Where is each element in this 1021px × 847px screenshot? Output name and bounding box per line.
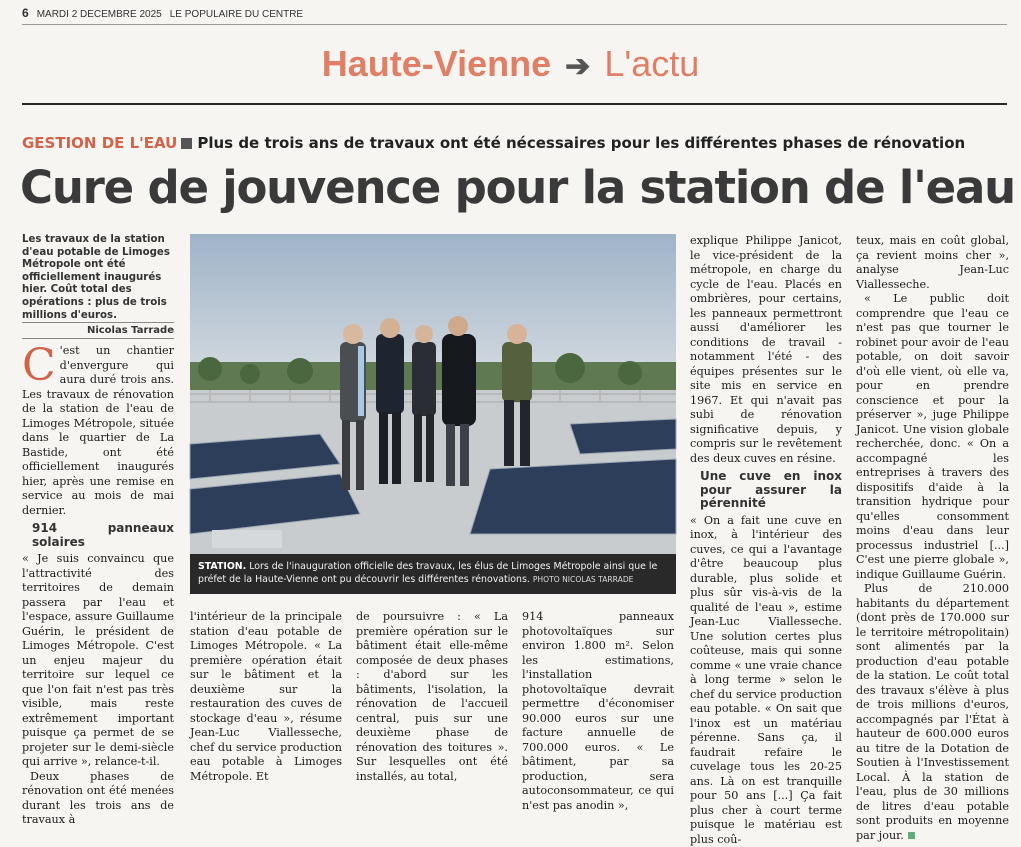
article-headline: Cure de jouvence pour la station de l'eau: [20, 157, 1015, 219]
body-paragraph: Plus de 210.000 habitants du département (dont près de 170.000 sur le territoire métropolitain) sont alimentés par la production d'eau potable de la station. Le coût total des travaux s'élève à plus de trois millions d'euros, accompagnés par l'État à hauteur de 600.000 euros au titre de la Dotation de Soutien à l'Investissement Local. À la station de l'eau, plus de 30 millions de litres d'eau potable sont produits en moyenne par jour.: [856, 582, 1009, 843]
body-paragraph: de poursuivre : « La première opération sur le bâtiment était elle-même composée de deux phases : d'abord sur les bâtiments, l'isolation, la rénovation de l'accueil central, puis sur une deuxième phase de rénovation des toitures ». Sur lesquelles ont été installés, au total,: [356, 610, 508, 784]
body-paragraph: teux, mais en coût global, ça revient moins cher », analyse Jean-Luc Viallesseche.: [856, 234, 1009, 292]
body-paragraph: 914 panneaux photovoltaïques sur environ 1.800 m². Selon les estimations, l'installation photovoltaïque devrait permettre d'économiser 90.000 euros sur une facture annuelle de 700.000 euros. « Le bâtiment, par sa production, sera autoconsommateur, ce qui n'est pas anodin »,: [522, 610, 674, 813]
body-paragraph: « On a fait une cuve en inox, à l'intérieur des cuves, ce qui a l'avantage d'être beaucoup plus durable, plus solide et plus sûr vis-à-vis de la qualité de l'eau », estime Jean-Luc Viallesseche. Une solution certes plus coûteuse, mais qui sonne comme « une vraie chance à long terme » selon le chef du service production eau potable. « On sait que l'inox est un matériau pérenne. Sans ça, il faudrait refaire le cuvelage tous les 20-25 ans. Là on est tranquille pour 50 ans [...] Ça fait plus cher à court terme puisque le matériau est plus coû-: [690, 514, 842, 847]
photo-illustration: [190, 234, 676, 594]
subhead-steel-tank: Une cuve en inox pour assurer la pérennité: [700, 470, 842, 511]
article-photo: [190, 234, 676, 594]
rubric-divider: [22, 103, 1007, 105]
body-paragraph: « Le public doit comprendre que l'eau ce n'est pas que tourner le robinet pour avoir de l'eau potable, on doit savoir d'où elle vient, où elle va, pour en prendre conscience et pour la préserver », juge Philippe Janicot. Une vision globale recherchée, donc. « On a accompagné les entreprises à travers des dispositifs d'aide à la transition hydrique pour qu'elles consomment moins d'eau dans leur processus industriel [...] C'est une pierre globale », indique Guillaume Guérin.: [856, 292, 1009, 582]
page-folio: [22, 6, 1007, 25]
section-rubric: [0, 44, 1021, 87]
rubric-place: Haute-Vienne: [322, 43, 551, 84]
drop-cap: C: [22, 346, 56, 386]
article-column-3: [356, 610, 508, 784]
article-column-1: [22, 344, 174, 828]
photo-credit: PHOTO NICOLAS TARRADE: [533, 575, 634, 584]
body-paragraph: « Je suis convaincu que l'attractivité des territoires de demain passera par l'eau et l'espace, assure Guillaume Guérin, le président de Limoges Métropole. C'est un enjeu majeur du territoire sur lequel ce que l'on fait n'est pas très visible, mais reste extrêmement important puisque ça permet de se projeter sur le demi-siècle qui arrive », relance-t-il.: [22, 552, 174, 770]
photo-caption: [190, 554, 676, 594]
article-kicker: [22, 134, 1012, 152]
article-column-3b: [522, 610, 674, 813]
arrow-right-icon: ➔: [565, 50, 590, 83]
newspaper-name: LE POPULAIRE DU CENTRE: [170, 9, 303, 20]
end-of-article-icon: [908, 832, 915, 839]
issue-date: MARDI 2 DECEMBRE 2025: [37, 9, 162, 20]
article-column-2: [190, 610, 342, 784]
caption-text: Lors de l'inauguration officielle des travaux, les élus de Limoges Métropole ainsi que le préfet de la Haute-Vienne ont pu découvrir les différentes rénovations.: [198, 561, 657, 585]
lede-paragraph: C 'est un chantier d'envergure qui aura duré trois ans. Les travaux de rénovation de la station de l'eau de Limoges Métropole, située dans le quartier de La Bastide, ont été officiellement inaugurés hier, après une remise en service au mois de mai dernier.: [22, 344, 174, 518]
article-column-4: [690, 234, 842, 847]
body-paragraph: l'intérieur de la principale station d'eau potable de Limoges Métropole. « La première opération était sur le bâtiment et la deuxième sur la restauration des cuves de stockage d'eau », résume Jean-Luc Viallesseche, chef du service production eau potable à Limoges Métropole. Et: [190, 610, 342, 784]
article-standfirst: Les travaux de la station d'eau potable de Limoges Métropole ont été officiellement inaugurés hier. Coût total des opérations : plus de trois millions d'euros.: [22, 234, 174, 322]
body-paragraph: Deux phases de rénovation ont été menées durant les trois ans de travaux à: [22, 770, 174, 828]
kicker-section: GESTION DE L'EAU: [22, 134, 177, 152]
caption-lead: STATION.: [198, 561, 246, 572]
square-bullet-icon: [181, 138, 192, 149]
article-byline: Nicolas Tarrade: [22, 322, 174, 339]
rubric-label: L'actu: [604, 43, 699, 84]
subhead-solar-panels: 914 panneaux solaires: [32, 522, 174, 549]
kicker-text: Plus de trois ans de travaux ont été nécessaires pour les différentes phases de rénovation: [197, 134, 965, 152]
body-paragraph: explique Philippe Janicot, le vice-président de la métropole, en charge du cycle de l'eau. Placés en ombrières, pour certains, les panneaux permettront aussi d'améliorer les conditions de travail - notamment l'été - des équipes présentes sur le site mis en service en 1967. Et qui n'avait pas subi de rénovation significative depuis, y compris sur le revêtement des deux cuves en résine.: [690, 234, 842, 466]
article-column-5: [856, 234, 1009, 843]
page-number: 6: [22, 6, 29, 20]
